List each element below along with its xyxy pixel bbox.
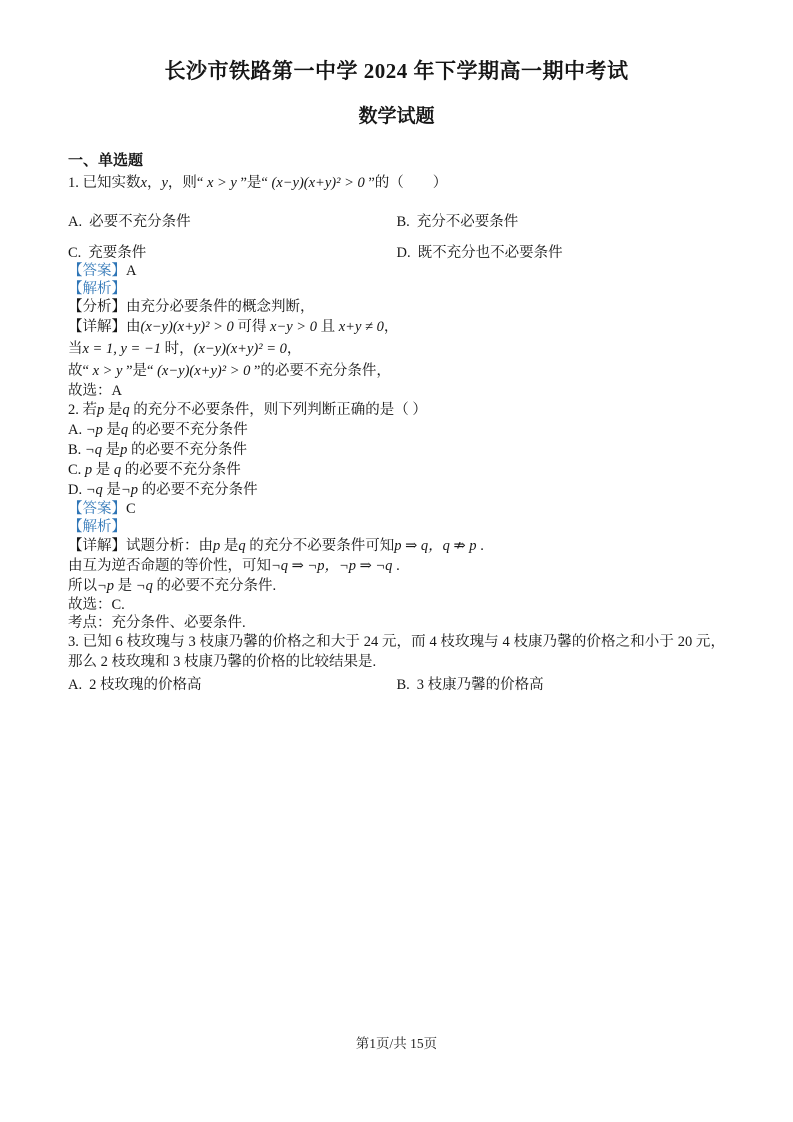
- q2-solution-line-2: 由互为逆否命题的等价性，可知¬q ⇒ ¬p，¬p ⇒ ¬q .: [68, 558, 400, 574]
- q1-solution-line-4: 故“ x > y ”是“ (x−y)(x+y)² > 0 ”的必要不充分条件，: [68, 363, 391, 379]
- q1-option-b: [397, 213, 726, 231]
- page-footer: 第1页/共 15页: [355, 1035, 438, 1051]
- q2-solution-line-1: 【详解】试题分析：由p 是q 的充分不必要条件可知p ⇒ q，q ⇏ p .: [68, 538, 484, 554]
- q1-option-c: [68, 244, 397, 262]
- q3-option-b: [397, 676, 726, 694]
- q2-analysis-label: 【解析】: [68, 519, 126, 535]
- q1-solution-line-1: 【分析】由充分必要条件的概念判断，: [68, 299, 315, 315]
- q2-option-a: A. ¬p 是q 的必要不充分条件: [68, 422, 248, 438]
- q1-option-a: [68, 213, 397, 231]
- q1-analysis-label: 【解析】: [68, 281, 126, 297]
- option-label: C.: [68, 245, 82, 261]
- q2-option-c: C. p 是 q 的必要不充分条件: [68, 462, 241, 478]
- q1-option-d: [397, 244, 726, 262]
- q1-answer-line: [68, 262, 725, 280]
- option-text: 3 枝康乃馨的价格高: [416, 677, 544, 693]
- q1-stem: 1. 已知实数x，y，则“ x > y ”是“ (x−y)(x+y)² > 0 ”的（ ）: [68, 175, 448, 191]
- q2-stem: 2. 若p 是q 的充分不必要条件，则下列判断正确的是（ ）: [68, 402, 427, 418]
- q1-options: [68, 213, 725, 262]
- option-text: 充要条件: [88, 245, 147, 261]
- q3-options: [68, 676, 725, 694]
- answer-label: 【答案】: [68, 263, 126, 279]
- option-text: 既不充分也不必要条件: [417, 245, 563, 261]
- option-label: A.: [68, 677, 83, 693]
- option-text: 必要不充分条件: [89, 214, 191, 230]
- option-label: B.: [396, 677, 410, 693]
- option-label: D.: [396, 245, 411, 261]
- q2-option-d: D. ¬q 是¬p 的必要不充分条件: [68, 482, 258, 498]
- q3-stem: 3. 已知 6 枝玫瑰与 3 枝康乃馨的价格之和大于 24 元，而 4 枝玫瑰与 4 枝康乃馨的价格之和小于 20 元，那么 2 枝玫瑰和 3 枝康乃馨的价格的比较结果是.: [68, 634, 725, 670]
- q2-answer-value: C: [126, 501, 136, 517]
- q1-solution-line-2: 【详解】由(x−y)(x+y)² > 0 可得 x−y > 0 且 x+y ≠ 0，: [68, 319, 399, 335]
- q3-option-a: [68, 676, 397, 694]
- q2-solution-line-3: 所以¬p 是 ¬q 的必要不充分条件.: [68, 578, 277, 594]
- section-heading: 一、单选题: [68, 153, 144, 169]
- option-label: B.: [396, 214, 410, 230]
- option-text: 充分不必要条件: [416, 214, 519, 230]
- q1-answer-value: A: [126, 263, 137, 279]
- q1-solution-line-3: 当x = 1, y = −1 时，(x−y)(x+y)² = 0，: [68, 341, 302, 357]
- option-label: A.: [68, 214, 83, 230]
- q2-solution-line-4: 故选：C.: [68, 597, 125, 613]
- q2-answer-line: [68, 500, 725, 518]
- q1-solution-line-5: 故选：A: [68, 383, 122, 399]
- page-subtitle: 数学试题: [358, 106, 435, 127]
- option-text: 2 枝玫瑰的价格高: [89, 677, 202, 693]
- page-title: 长沙市铁路第一中学 2024 年下学期高一期中考试: [164, 59, 629, 83]
- answer-label: 【答案】: [68, 501, 126, 517]
- q2-option-b: B. ¬q 是p 的必要不充分条件: [68, 442, 247, 458]
- q2-solution-line-5: 考点：充分条件、必要条件.: [68, 615, 246, 631]
